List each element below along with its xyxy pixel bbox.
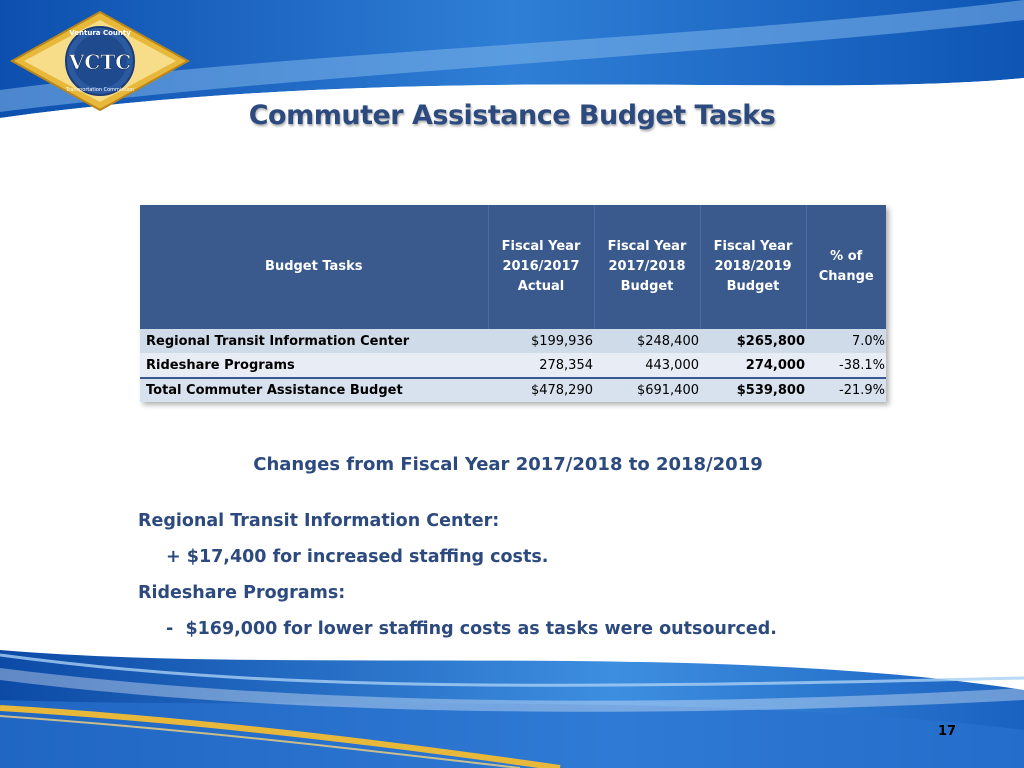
change-label-rtic: Regional Transit Information Center: <box>138 511 500 531</box>
cell-value: $248,400 <box>594 329 700 353</box>
change-label-rideshare: Rideshare Programs: <box>138 583 346 603</box>
change-detail-rideshare <box>166 619 777 639</box>
page-number: 17 <box>938 724 957 739</box>
header-line: 2017/2018 <box>608 259 686 274</box>
logo-arc-top: Ventura County <box>69 29 131 37</box>
header-line: Budget <box>726 279 780 294</box>
cell-value: $265,800 <box>700 329 806 353</box>
table-row <box>140 329 886 353</box>
change-prefix: - <box>166 619 174 639</box>
header-line: Budget Tasks <box>265 259 363 274</box>
change-detail-rtic <box>166 547 548 567</box>
table-row <box>140 353 886 378</box>
change-detail-text: $17,400 for increased staffing costs. <box>186 547 549 567</box>
cell-value: -21.9% <box>806 378 886 402</box>
header-line: Budget <box>620 279 674 294</box>
cell-value: $691,400 <box>594 378 700 402</box>
header-line: Fiscal Year <box>501 239 581 254</box>
header-budget-tasks <box>140 205 488 329</box>
table-row-total <box>140 378 886 402</box>
header-line: 2016/2017 <box>502 259 580 274</box>
table-header-row <box>140 205 886 329</box>
cell-value: $539,800 <box>700 378 806 402</box>
changes-heading: Changes from Fiscal Year 2017/2018 to 2018/2019 <box>253 454 763 475</box>
vctc-logo <box>8 8 192 114</box>
header-percent-change <box>806 205 886 329</box>
header-fy-2018-2019 <box>700 205 806 329</box>
row-label: Rideshare Programs <box>140 353 488 378</box>
budget-table <box>140 205 886 402</box>
header-line: 2018/2019 <box>714 259 792 274</box>
header-line: % of <box>830 249 863 264</box>
logo-arc-bottom: Transportation Commission <box>65 87 135 93</box>
row-label: Total Commuter Assistance Budget <box>140 378 488 402</box>
cell-value: -38.1% <box>806 353 886 378</box>
header-line: Change <box>818 269 874 284</box>
change-prefix: + <box>166 547 181 567</box>
cell-value: 278,354 <box>488 353 594 378</box>
cell-value: $478,290 <box>488 378 594 402</box>
header-fy-2016-2017 <box>488 205 594 329</box>
cell-value: $199,936 <box>488 329 594 353</box>
row-label: Regional Transit Information Center <box>140 329 488 353</box>
header-line: Fiscal Year <box>713 239 793 254</box>
cell-value: 274,000 <box>700 353 806 378</box>
header-fy-2017-2018 <box>594 205 700 329</box>
logo-text: VCTC <box>68 50 132 74</box>
cell-value: 443,000 <box>594 353 700 378</box>
header-line: Actual <box>517 279 565 294</box>
slide-title: Commuter Assistance Budget Tasks <box>248 100 776 131</box>
header-line: Fiscal Year <box>607 239 687 254</box>
cell-value: 7.0% <box>806 329 886 353</box>
change-detail-text: $169,000 for lower staffing costs as tasks were outsourced. <box>185 619 777 639</box>
